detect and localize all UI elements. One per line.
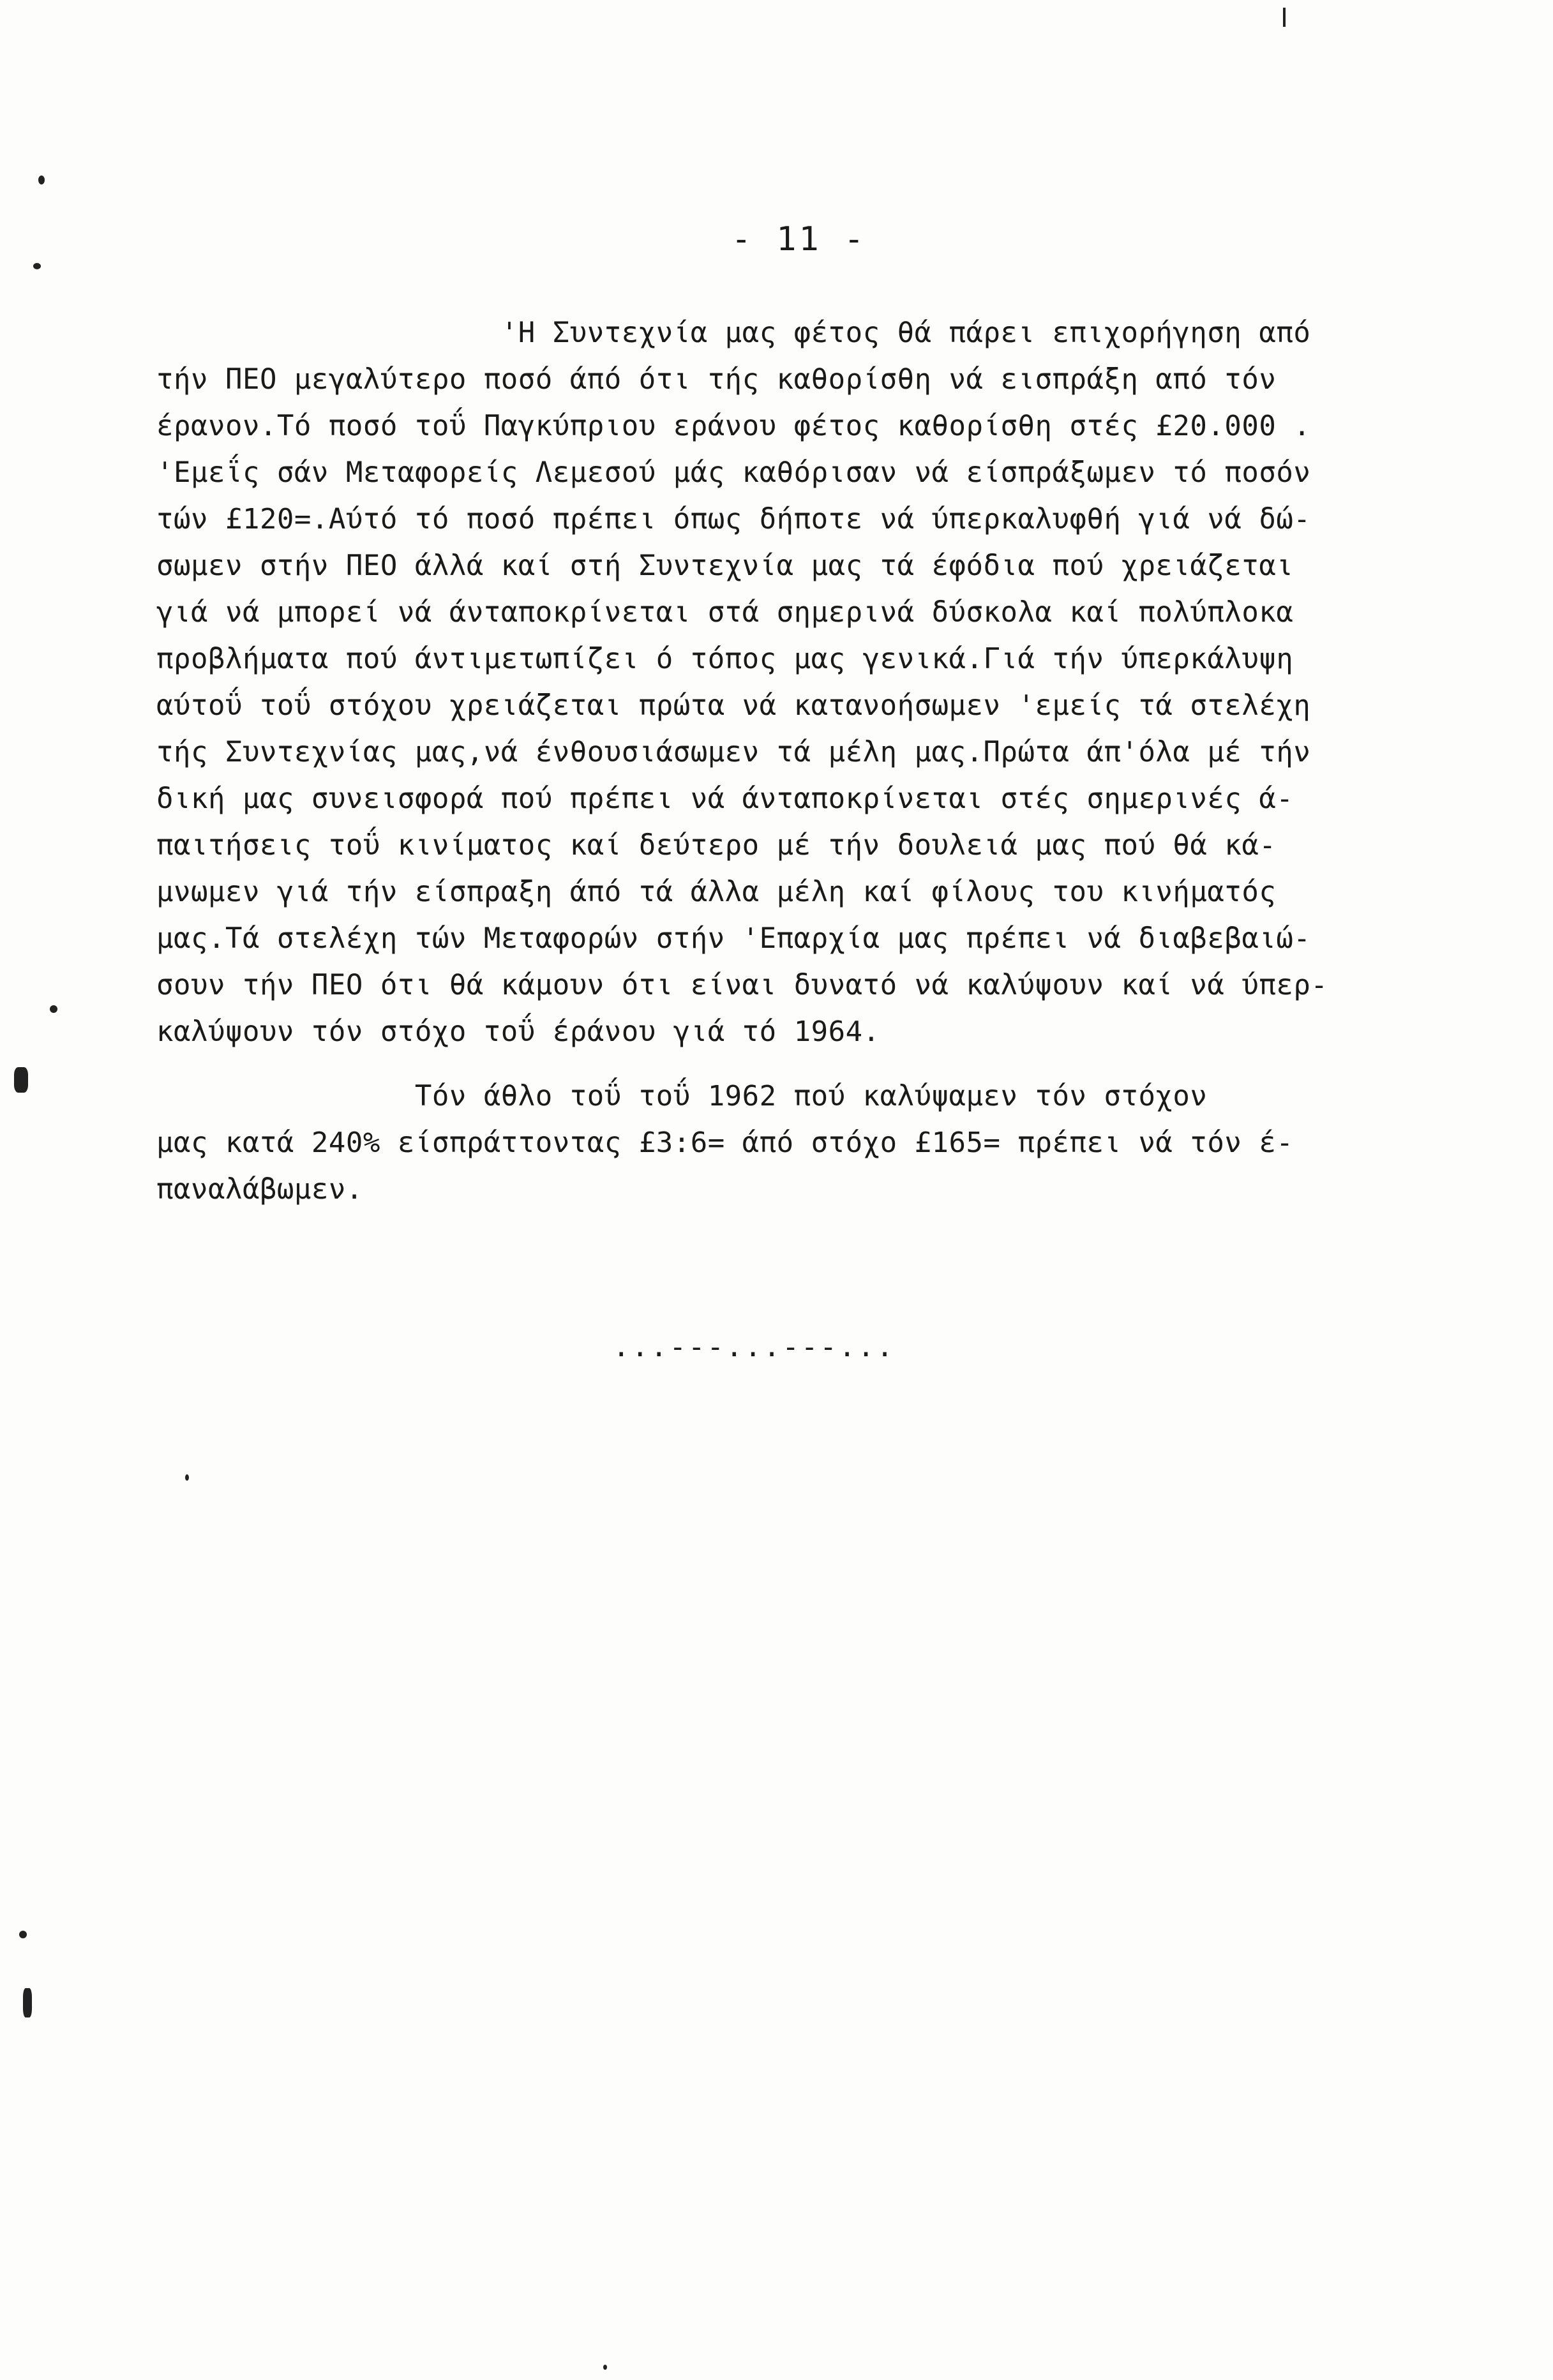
text-line: σουν τήν ΠΕΟ ότι θά κάμουν ότι είναι δυνατό νά καλύψουν καί νά ύπερ- <box>156 969 1328 1001</box>
scan-speck <box>185 1474 189 1481</box>
paragraph-gap <box>156 1055 1459 1073</box>
text-line: μας κατά 240% είσπράττοντας £3:6= άπό στόχο £165= πρέπει νά τόν έ- <box>156 1126 1294 1159</box>
text-line: προβλήματα πού άντιμετωπίζει ό τόπος μας γενικά.Γιά τήν ύπερκάλυψη <box>156 643 1294 675</box>
section-separator: ...---...---... <box>613 1331 896 1363</box>
text-line: μνωμεν γιά τήν είσπραξη άπό τά άλλα μέλη καί φίλους του κινήματός <box>156 876 1277 908</box>
text-line: τήν ΠΕΟ μεγαλύτερο ποσό άπό ότι τής καθορίσθη νά εισπράξη από τόν <box>156 363 1277 396</box>
scan-speck <box>19 1931 27 1938</box>
page-number: - 11 - <box>731 220 867 258</box>
text-line: αύτοΰ τοΰ στόχου χρειάζεται πρώτα νά κατανοήσωμεν 'εμείς τά στελέχη <box>156 689 1311 722</box>
scan-speck <box>23 1988 32 2017</box>
text-line: σωμεν στήν ΠΕΟ άλλά καί στή Συντεχνία μας τά έφόδια πού χρειάζεται <box>156 550 1294 582</box>
scan-speck <box>33 263 41 269</box>
text-line: 'Εμεΐς σάν Μεταφορείς Λεμεσού μάς καθόρισαν νά είσπράξωμεν τό ποσόν <box>156 456 1311 489</box>
text-line: Τόν άθλο τοΰ τοΰ 1962 πού καλύψαμεν τόν στόχον <box>156 1080 1208 1112</box>
text-line: καλύψουν τόν στόχο τοΰ έράνου γιά τό 1964. <box>156 1015 880 1048</box>
text-line: τής Συντεχνίας μας,νά ένθουσιάσωμεν τά μέλη μας.Πρώτα άπ'όλα μέ τήν <box>156 736 1311 768</box>
scan-speck <box>50 1005 57 1013</box>
scan-speck <box>1283 8 1286 27</box>
text-line: γιά νά μπορεί νά άνταποκρίνεται στά σημερινά δύσκολα καί πολύπλοκα <box>156 596 1294 629</box>
text-line: δική μας συνεισφορά πού πρέπει νά άνταποκρίνεται στές σημερινές ά- <box>156 782 1294 815</box>
text-line: 'Η Συντεχνία μας φέτος θά πάρει επιχορήγηση από <box>156 317 1311 349</box>
scan-speck <box>603 2365 607 2370</box>
text-line: παιτήσεις τοΰ κινίματος καί δεύτερο μέ τήν δουλειά μας πού θά κά- <box>156 829 1277 862</box>
scan-speck <box>14 1067 28 1093</box>
text-line: τών £120=.Αύτό τό ποσό πρέπει όπως δήποτε νά ύπερκαλυφθή γιά νά δώ- <box>156 503 1311 535</box>
body-text <box>156 310 1459 1213</box>
text-line: μας.Τά στελέχη τών Μεταφορών στήν 'Επαρχία μας πρέπει νά διαβεβαιώ- <box>156 922 1311 955</box>
text-line: παναλάβωμεν. <box>156 1173 363 1206</box>
scan-speck <box>38 176 45 184</box>
text-line: έρανον.Τό ποσό τοΰ Παγκύπριου εράνου φέτος καθορίσθη στές £20.000 . <box>156 410 1311 442</box>
